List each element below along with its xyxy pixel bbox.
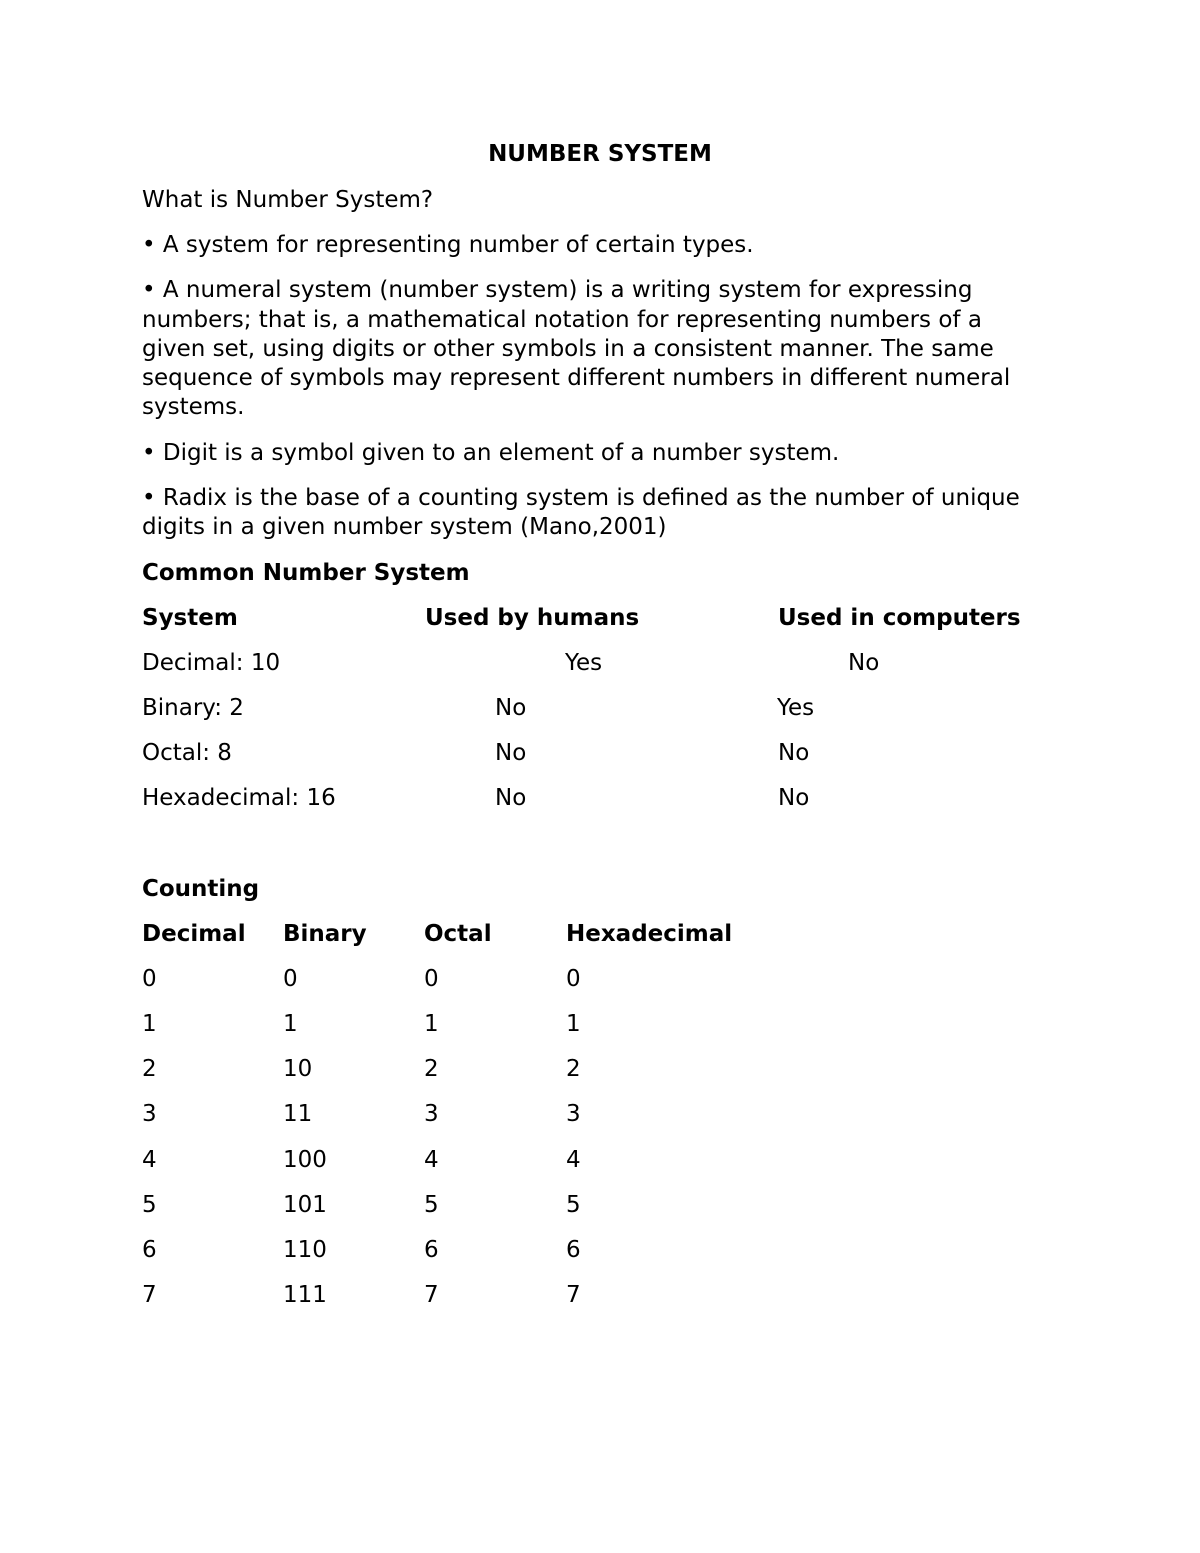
counting-cell-decimal: 7 [142, 1282, 157, 1308]
counting-cell-hex: 6 [566, 1237, 581, 1263]
bullet-2-line-2: numbers; that is, a mathematical notation for representing numbers of a [142, 307, 982, 333]
bullet-1: • A system for representing number of certain types. [142, 232, 754, 258]
counting-cell-decimal: 3 [142, 1101, 157, 1127]
counting-cell-octal: 2 [424, 1056, 439, 1082]
counting-cell-binary: 1 [283, 1011, 298, 1037]
counting-header-hex: Hexadecimal [566, 921, 733, 947]
counting-cell-decimal: 4 [142, 1147, 157, 1173]
common-header-humans: Used by humans [425, 605, 640, 631]
counting-cell-binary: 111 [283, 1282, 327, 1308]
bullet-2-line-4: sequence of symbols may represent different numbers in different numeral [142, 365, 1011, 391]
common-heading: Common Number System [142, 560, 470, 586]
common-row-octal-system: Octal: 8 [142, 740, 232, 766]
counting-cell-octal: 5 [424, 1192, 439, 1218]
counting-cell-hex: 1 [566, 1011, 581, 1037]
counting-cell-octal: 3 [424, 1101, 439, 1127]
counting-cell-hex: 5 [566, 1192, 581, 1218]
bullet-4-line-1: • Radix is the base of a counting system is defined as the number of unique [142, 485, 1020, 511]
common-row-octal-computers: No [778, 740, 810, 766]
counting-cell-decimal: 5 [142, 1192, 157, 1218]
common-row-octal-humans: No [495, 740, 527, 766]
common-row-hex-system: Hexadecimal: 16 [142, 785, 336, 811]
common-row-binary-humans: No [495, 695, 527, 721]
common-header-computers: Used in computers [778, 605, 1021, 631]
common-row-binary-system: Binary: 2 [142, 695, 244, 721]
bullet-2-line-5: systems. [142, 394, 245, 420]
bullet-2-line-3: given set, using digits or other symbols in a consistent manner. The same [142, 336, 994, 362]
bullet-4-line-2: digits in a given number system (Mano,2001) [142, 514, 667, 540]
counting-cell-octal: 1 [424, 1011, 439, 1037]
counting-cell-binary: 10 [283, 1056, 313, 1082]
common-row-hex-humans: No [495, 785, 527, 811]
counting-cell-octal: 6 [424, 1237, 439, 1263]
counting-cell-hex: 0 [566, 966, 581, 992]
bullet-2-line-1: • A numeral system (number system) is a writing system for expressing [142, 277, 973, 303]
counting-cell-octal: 7 [424, 1282, 439, 1308]
common-header-system: System [142, 605, 238, 631]
counting-cell-octal: 0 [424, 966, 439, 992]
counting-cell-octal: 4 [424, 1147, 439, 1173]
counting-cell-hex: 3 [566, 1101, 581, 1127]
question-line: What is Number System? [142, 187, 434, 213]
counting-header-binary: Binary [283, 921, 367, 947]
counting-heading: Counting [142, 876, 260, 902]
counting-cell-decimal: 1 [142, 1011, 157, 1037]
counting-cell-decimal: 6 [142, 1237, 157, 1263]
counting-header-decimal: Decimal [142, 921, 246, 947]
counting-cell-binary: 100 [283, 1147, 327, 1173]
counting-cell-binary: 0 [283, 966, 298, 992]
counting-cell-binary: 11 [283, 1101, 313, 1127]
counting-cell-decimal: 2 [142, 1056, 157, 1082]
page-title: NUMBER SYSTEM [488, 141, 712, 167]
counting-cell-hex: 2 [566, 1056, 581, 1082]
bullet-3: • Digit is a symbol given to an element of a number system. [142, 440, 840, 466]
counting-cell-hex: 7 [566, 1282, 581, 1308]
counting-cell-decimal: 0 [142, 966, 157, 992]
common-row-binary-computers: Yes [777, 695, 815, 721]
common-row-hex-computers: No [778, 785, 810, 811]
counting-cell-binary: 110 [283, 1237, 327, 1263]
common-row-decimal-humans: Yes [565, 650, 603, 676]
counting-header-octal: Octal [424, 921, 492, 947]
common-row-decimal-system: Decimal: 10 [142, 650, 281, 676]
counting-cell-binary: 101 [283, 1192, 327, 1218]
counting-cell-hex: 4 [566, 1147, 581, 1173]
common-row-decimal-computers: No [848, 650, 880, 676]
